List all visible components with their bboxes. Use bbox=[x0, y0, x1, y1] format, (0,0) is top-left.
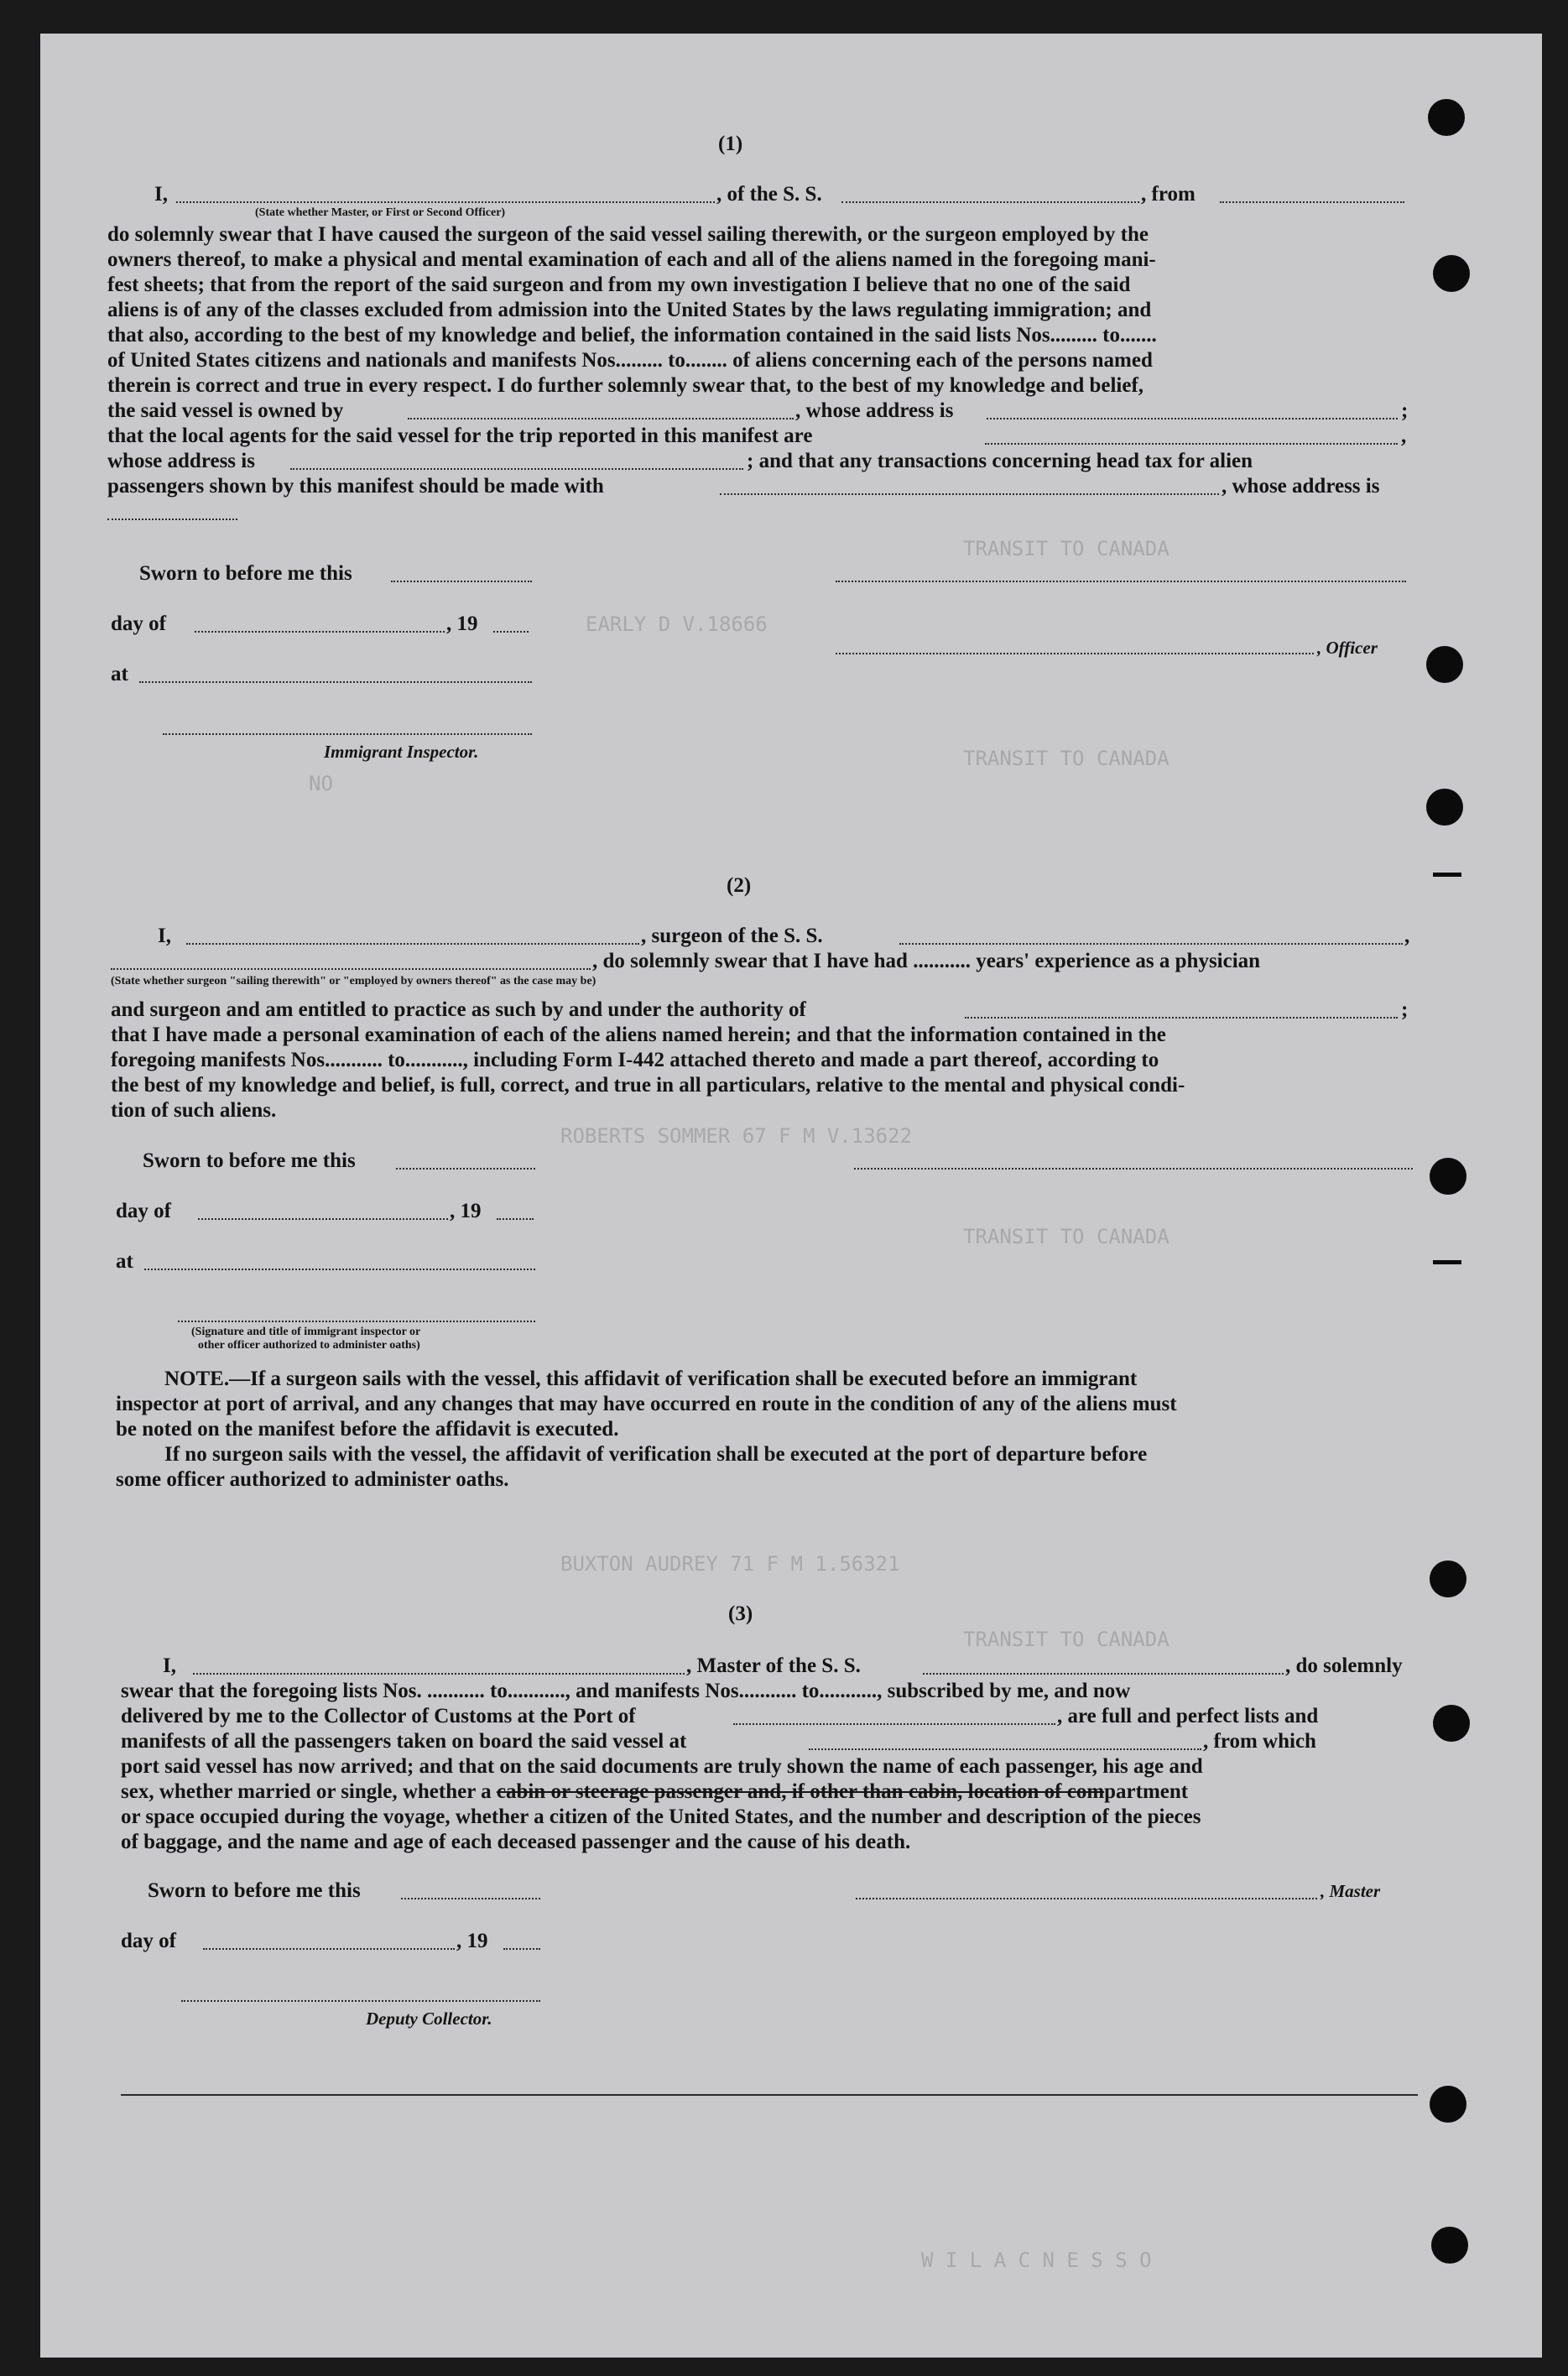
affidavit-3-number: (3) bbox=[728, 1602, 753, 1625]
master-label: , Master bbox=[1321, 1881, 1381, 1901]
note-line: If no surgeon sails with the vessel, the affidavit of verification shall be executed at the port of departure before bbox=[164, 1443, 1148, 1466]
affidavit-3-line: swear that the foregoing lists Nos. ........... to..........., and manifests Nos........... to..........., subscribed by me, and now bbox=[121, 1680, 1131, 1702]
collector-port-label: delivered by me to the Collector of Customs at the Port of bbox=[121, 1705, 636, 1727]
inspector-signature-blank[interactable] bbox=[178, 1321, 535, 1322]
year-label: , 19 bbox=[446, 612, 478, 635]
head-tax-address-label: , whose address is bbox=[1222, 475, 1380, 498]
punch-hole bbox=[1426, 789, 1463, 826]
affidavit-1-number: (1) bbox=[718, 133, 743, 155]
deputy-signature-blank[interactable] bbox=[181, 2000, 540, 2002]
bleed-row: TRANSIT TO CANADA bbox=[963, 1225, 1169, 1248]
surgeon-hint: (State whether surgeon "sailing therewith" or "employed by owners thereof" as the case may be) bbox=[111, 975, 596, 987]
day-of-label: day of bbox=[121, 1930, 176, 1952]
surgeon-name-blank[interactable] bbox=[186, 943, 639, 945]
affidavit-3-line: or space occupied during the voyage, whether a citizen of the United States, and the number and description of the pieces bbox=[121, 1805, 1201, 1828]
head-tax-text: ; and that any transactions concerning head tax for alien bbox=[747, 450, 1253, 472]
affidavit-3-i: I, bbox=[163, 1654, 176, 1677]
at-blank[interactable] bbox=[139, 681, 532, 683]
bleed-row: EARLY D V.18666 bbox=[586, 612, 768, 636]
bottom-rule bbox=[121, 2094, 1418, 2096]
affidavit-3-line: of baggage, and the name and age of each deceased passenger and the cause of his death. bbox=[121, 1831, 911, 1853]
note-line: be noted on the manifest before the affidavit is executed. bbox=[116, 1418, 619, 1441]
authority-blank[interactable] bbox=[965, 1017, 1398, 1019]
punctuation: ; bbox=[1401, 998, 1409, 1021]
bleed-row: TRANSIT TO CANADA bbox=[963, 537, 1169, 560]
head-tax-address-blank[interactable] bbox=[107, 518, 237, 520]
sworn-date-blank[interactable] bbox=[396, 1168, 535, 1170]
affidavit-2-i: I, bbox=[158, 925, 171, 947]
punch-hole bbox=[1433, 1705, 1470, 1742]
day-of-blank[interactable] bbox=[195, 631, 445, 633]
punch-hole bbox=[1433, 255, 1470, 292]
local-agents-label: that the local agents for the said vessel for the trip reported in this manifest are bbox=[107, 425, 813, 447]
surgeon-signature-blank[interactable] bbox=[854, 1168, 1413, 1170]
agent-address-blank[interactable] bbox=[290, 468, 743, 470]
signature-hint-1: (Signature and title of immigrant inspector or bbox=[191, 1326, 421, 1338]
year-blank[interactable] bbox=[497, 1218, 534, 1220]
year-blank[interactable] bbox=[493, 631, 529, 633]
owner-address-label: , whose address is bbox=[795, 399, 954, 422]
struck-text: cabin or steerage passenger and, if other than cabin, location of com bbox=[496, 1780, 1105, 1803]
affidavit-1-of-ss: , of the S. S. bbox=[716, 183, 822, 206]
master-name-blank[interactable] bbox=[176, 201, 715, 203]
manifest-page bbox=[40, 34, 1542, 2358]
affidavit-1-hint: (State whether Master, or First or Second Officer) bbox=[255, 206, 506, 219]
officer-label: , Officer bbox=[1317, 638, 1378, 658]
master-name-blank[interactable] bbox=[193, 1673, 685, 1675]
owner-blank[interactable] bbox=[408, 418, 794, 419]
affidavit-1-line: do solemnly swear that I have caused the surgeon of the said vessel sailing therewith, or the surgeon employed by the bbox=[107, 223, 1149, 246]
note-line: inspector at port of arrival, and any changes that may have occurred en route in the condition of any of the aliens must bbox=[116, 1393, 1177, 1415]
head-tax-agent-blank[interactable] bbox=[720, 493, 1219, 495]
binder-mark bbox=[1433, 1260, 1461, 1264]
vessel-name-blank[interactable] bbox=[923, 1673, 1284, 1675]
boarding-port-blank[interactable] bbox=[809, 1748, 1201, 1750]
affidavit-1-from: , from bbox=[1141, 183, 1196, 206]
punch-hole bbox=[1428, 99, 1465, 136]
inspector-signature-blank[interactable] bbox=[163, 733, 532, 735]
boarding-port-label: manifests of all the passengers taken on board the said vessel at bbox=[121, 1730, 687, 1753]
head-tax-label: passengers shown by this manifest should be made with bbox=[107, 475, 604, 498]
affidavit-2-line: that I have made a personal examination of each of the aliens named herein; and that the information contained in the bbox=[111, 1024, 1166, 1046]
deputy-collector-label: Deputy Collector. bbox=[366, 2009, 492, 2029]
agent-address-label: whose address is bbox=[107, 450, 255, 472]
do-solemnly-text: , do solemnly bbox=[1285, 1654, 1403, 1677]
at-blank[interactable] bbox=[144, 1269, 535, 1270]
affidavit-2-line: tion of such aliens. bbox=[111, 1099, 277, 1122]
inspector-label: Immigrant Inspector. bbox=[324, 742, 479, 762]
vessel-name-blank[interactable] bbox=[841, 201, 1139, 203]
affidavit-1-i: I, bbox=[154, 183, 168, 206]
sworn-label: Sworn to before me this bbox=[139, 562, 352, 585]
officer-signature-blank[interactable] bbox=[836, 653, 1314, 654]
master-signature-blank[interactable] bbox=[856, 1898, 1317, 1899]
from-port-blank[interactable] bbox=[1220, 201, 1404, 203]
years-experience-text: , do solemnly swear that I have had ........... years' experience as a physician bbox=[592, 950, 1261, 972]
owned-by-label: the said vessel is owned by bbox=[107, 399, 344, 422]
officer-signature-blank-1[interactable] bbox=[836, 581, 1406, 582]
affidavit-2-number: (2) bbox=[727, 874, 752, 897]
binder-mark bbox=[1433, 873, 1461, 877]
local-agents-blank[interactable] bbox=[985, 443, 1398, 445]
affidavit-1-line: owners thereof, to make a physical and mental examination of each and all of the aliens named in the foregoing mani- bbox=[107, 248, 1156, 271]
bleed-row: TRANSIT TO CANADA bbox=[963, 1628, 1169, 1651]
at-label: at bbox=[116, 1250, 133, 1273]
punctuation: ; bbox=[1401, 399, 1409, 422]
master-of-ss: , Master of the S. S. bbox=[686, 1654, 861, 1677]
punch-hole bbox=[1430, 2086, 1466, 2123]
punctuation: , bbox=[1404, 925, 1410, 947]
affidavit-1-line: of United States citizens and nationals and manifests Nos......... to........ of aliens concerning each of the persons named bbox=[107, 349, 1153, 372]
bleed-row: TRANSIT TO CANADA bbox=[963, 747, 1169, 770]
sworn-date-blank[interactable] bbox=[401, 1898, 540, 1899]
sworn-label: Sworn to before me this bbox=[143, 1149, 356, 1172]
punch-hole bbox=[1430, 1158, 1466, 1195]
affidavit-1-line: that also, according to the best of my knowledge and belief, the information contained in the said lists Nos......... to....... bbox=[107, 324, 1157, 346]
authority-label: and surgeon and am entitled to practice as such by and under the authority of bbox=[111, 998, 806, 1021]
punctuation: , bbox=[1401, 425, 1407, 447]
surgeon-status-blank[interactable] bbox=[111, 968, 591, 970]
bleed-row: ROBERTS SOMMER 67 F M V.13622 bbox=[560, 1124, 913, 1148]
affidavit-2-line: the best of my knowledge and belief, is full, correct, and true in all particulars, relative to the mental and physical condi- bbox=[111, 1074, 1185, 1097]
affidavit-3-text: , are full and perfect lists and bbox=[1057, 1705, 1319, 1727]
affidavit-1-line: fest sheets; that from the report of the said surgeon and from my own investigation I believe that no one of the said bbox=[107, 274, 1131, 296]
punch-hole bbox=[1426, 646, 1463, 683]
affidavit-3-line: port said vessel has now arrived; and that on the said documents are truly shown the name of each passenger, his age and bbox=[121, 1755, 1203, 1778]
bleed-row: NO bbox=[309, 772, 333, 795]
collector-port-blank[interactable] bbox=[733, 1723, 1055, 1725]
year-label: , 19 bbox=[450, 1200, 482, 1222]
affidavit-3-line: sex, whether married or single, whether a cabin or steerage passenger and, if other than cabin, location of compartment bbox=[121, 1780, 1189, 1803]
bleed-row: BUXTON AUDREY 71 F M 1.56321 bbox=[560, 1552, 900, 1576]
day-of-label: day of bbox=[116, 1200, 171, 1222]
affidavit-3-text: , from which bbox=[1203, 1730, 1316, 1753]
punch-hole bbox=[1431, 2227, 1468, 2264]
punch-hole bbox=[1430, 1561, 1466, 1597]
day-of-label: day of bbox=[111, 612, 166, 635]
at-label: at bbox=[111, 663, 128, 685]
owner-address-blank[interactable] bbox=[987, 418, 1398, 419]
sworn-date-blank[interactable] bbox=[391, 581, 532, 582]
sworn-label: Sworn to before me this bbox=[148, 1879, 361, 1902]
note-line: NOTE.—If a surgeon sails with the vessel, this affidavit of verification shall be executed before an immigrant bbox=[164, 1368, 1138, 1390]
day-of-blank[interactable] bbox=[203, 1948, 455, 1950]
signature-hint-2: other officer authorized to administer oaths) bbox=[198, 1339, 420, 1352]
note-line: some officer authorized to administer oaths. bbox=[116, 1468, 509, 1491]
surgeon-of-ss: , surgeon of the S. S. bbox=[641, 925, 823, 947]
year-blank[interactable] bbox=[503, 1948, 540, 1950]
affidavit-2-line: foregoing manifests Nos........... to..........., including Form I-442 attached thereto and made a part thereof, according to bbox=[111, 1049, 1159, 1071]
surgeon-vessel-blank[interactable] bbox=[899, 943, 1403, 945]
bleed-row: W I L A C N E S S O bbox=[921, 2248, 1152, 2272]
affidavit-1-line: aliens is of any of the classes excluded from admission into the United States by the laws regulating immigration; and bbox=[107, 299, 1152, 321]
day-of-blank[interactable] bbox=[198, 1218, 448, 1220]
year-label: , 19 bbox=[456, 1930, 488, 1952]
affidavit-1-line: therein is correct and true in every respect. I do further solemnly swear that, to the best of my knowledge and belief, bbox=[107, 374, 1144, 397]
